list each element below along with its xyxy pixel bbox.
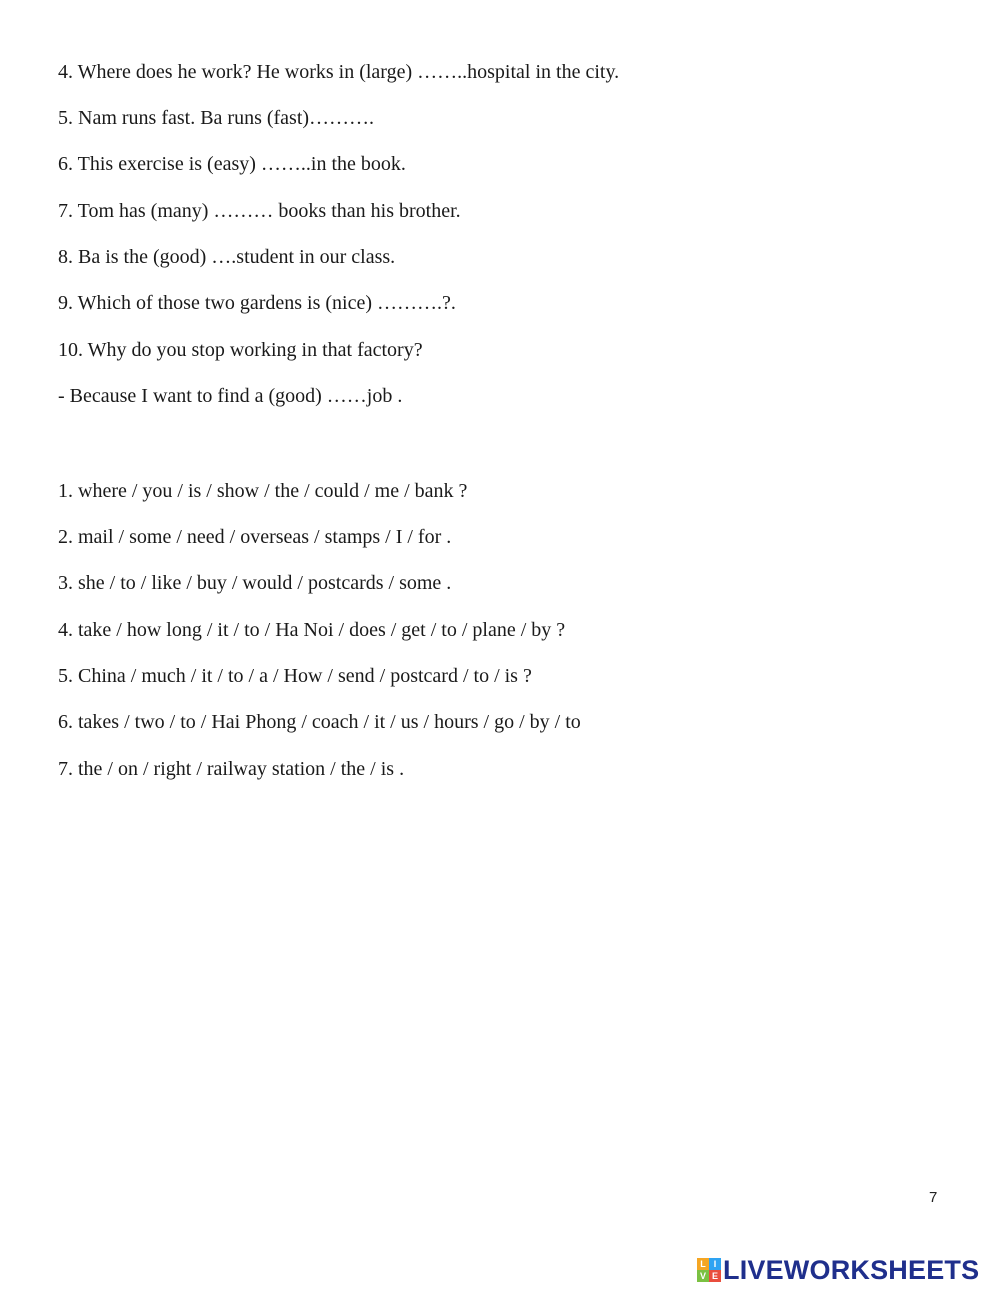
- exercise-b-item: 6. takes / two / to / Hai Phong / coach / it / us / hours / go / by / to: [58, 711, 581, 733]
- exercise-b-item: 3. she / to / like / buy / would / postcards / some .: [58, 572, 452, 594]
- exercise-b-item: 1. where / you / is / show / the / could / me / bank ?: [58, 480, 468, 502]
- exercise-a-item: 6. This exercise is (easy) ……..in the book.: [58, 153, 406, 175]
- brand-name: LIVEWORKSHEETS: [723, 1255, 980, 1285]
- exercise-b-item: 4. take / how long / it / to / Ha Noi / does / get / to / plane / by ?: [58, 619, 566, 641]
- exercise-a-item: 10. Why do you stop working in that factory?: [58, 339, 423, 361]
- liveworksheets-brand[interactable]: [697, 1256, 979, 1284]
- logo-letter: L: [697, 1258, 709, 1270]
- exercise-b-item: 5. China / much / it / to / a / How / send / postcard / to / is ?: [58, 665, 532, 687]
- liveworksheets-logo-icon: [697, 1258, 721, 1282]
- exercise-b-item: 7. the / on / right / railway station / the / is .: [58, 758, 405, 780]
- logo-letter: V: [697, 1270, 709, 1282]
- logo-letter: E: [709, 1270, 721, 1282]
- logo-letter: I: [709, 1258, 721, 1270]
- exercise-b-item: 2. mail / some / need / overseas / stamps / I / for .: [58, 526, 452, 548]
- exercise-a-answer: - Because I want to find a (good) ……job .: [58, 385, 403, 407]
- page-number: 7: [929, 1189, 938, 1206]
- exercise-a-item: 7. Tom has (many) ……… books than his brother.: [58, 200, 461, 222]
- exercise-a-item: 4. Where does he work? He works in (large) ……..hospital in the city.: [58, 61, 620, 83]
- exercise-a-item: 8. Ba is the (good) ….student in our class.: [58, 246, 396, 268]
- exercise-a-item: 9. Which of those two gardens is (nice) ……….?.: [58, 292, 456, 314]
- exercise-a-item: 5. Nam runs fast. Ba runs (fast)……….: [58, 107, 375, 129]
